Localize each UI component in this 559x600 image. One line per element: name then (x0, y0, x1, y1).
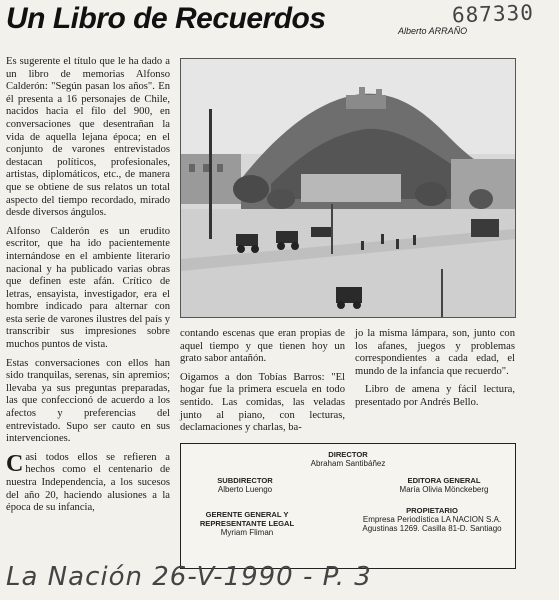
subdirector-name: Alberto Luengo (217, 485, 273, 494)
propietario-line-1: Empresa Periodística LA NACION S.A. (362, 515, 502, 524)
paragraph-text: asi todos ellos se refieren a hechos como el centenario de nuestra Independencia, a los sucesos del año 20, haciendo alusiones a la época de su infancia, (6, 451, 170, 514)
historical-photo (180, 58, 516, 318)
editora-name: María Olivia Mönckeberg (399, 485, 489, 494)
editora-block (377, 476, 511, 494)
paragraph: contando escenas que eran propias de aquel tiempo y que tienen hoy un grato sabor antañón. (180, 328, 345, 365)
article-author: Alberto ARRAÑO (398, 26, 468, 36)
gerente-name: Myriam Fliman (220, 528, 274, 537)
gerente-block (185, 510, 309, 537)
subdirector-role: SUBDIRECTOR (217, 476, 273, 485)
article-column-1 (6, 56, 170, 521)
paragraph: Es sugerente el título que le ha dado a un libro de memorias Alfonso Calderón: "Según pasan los años". En él presenta a 16 personajes de Chile, nacidos hacia el filo del 900, en conversaciones que desentrañan la vida de aquella lejana época; en el conjunto de varones entrevistados destacan políticos, profesionales, artistas, diplomáticos, etc., de manera que se obtiene de sus relatos un total aspecto del tiempo recordado, mirado desde diversos ángulos. (6, 56, 170, 219)
propietario-role: PROPIETARIO (406, 506, 458, 515)
paragraph: jo la misma lámpara, son, junto con los afanes, juegos y problemas correspondientes a cada edad, el mundo de la infancia que recuerdo". (355, 328, 515, 377)
director-name: Abraham Santibáñez (310, 459, 386, 468)
masthead-staff-box (180, 443, 516, 569)
archive-stamp-number: 687330 (451, 0, 535, 28)
director-role: DIRECTOR (328, 450, 368, 459)
paragraph: Libro de amena y fácil lectura, presentado por Andrés Bello. (355, 384, 515, 408)
propietario-block (351, 506, 513, 533)
handwritten-source-note: La Nación 26-V-1990 - P. 3 (6, 562, 372, 592)
gerente-role-2: REPRESENTANTE LEGAL (199, 519, 295, 528)
propietario-line-2: Agustinas 1269. Casilla 81-D. Santiago (362, 524, 502, 533)
subdirector-block (185, 476, 305, 494)
article-title: Un Libro de Recuerdos (6, 2, 326, 35)
paragraph (6, 452, 170, 515)
drop-cap: C (6, 450, 24, 477)
photo-illustration (181, 59, 515, 317)
article-column-2 (180, 328, 345, 441)
gerente-role-1: GERENTE GENERAL Y (205, 510, 289, 519)
director-block (291, 450, 405, 468)
paragraph: Alfonso Calderón es un erudito escritor, que ha ido pacientemente internándose en el ambiente literario nacional y ha publicado varias obras que definen este afán. Crítico de letras, ensayista, investigador, era el hombre indicado para alternar con esta serie de varones ilustres del país y transcribir sus impresiones sobre muchos puntos de vista. (6, 225, 170, 351)
paragraph: Oigamos a don Tobías Barros: "El hogar fue la primera escuela en todo sentido. Las comidas, las veladas junto al piano, con lecturas, declamaciones y charlas, ba- (180, 371, 345, 434)
editora-role: EDITORA GENERAL (407, 476, 481, 485)
paragraph: Estas conversaciones con ellos han sido tranquilas, serenas, sin apremios; llevaba ya sus preguntas preparadas, las que confeccionó de acuerdo a los afectos y preferencias del entrevistado. Supo ser cauto en sus intervenciones. (6, 357, 170, 445)
article-column-3 (355, 328, 515, 416)
